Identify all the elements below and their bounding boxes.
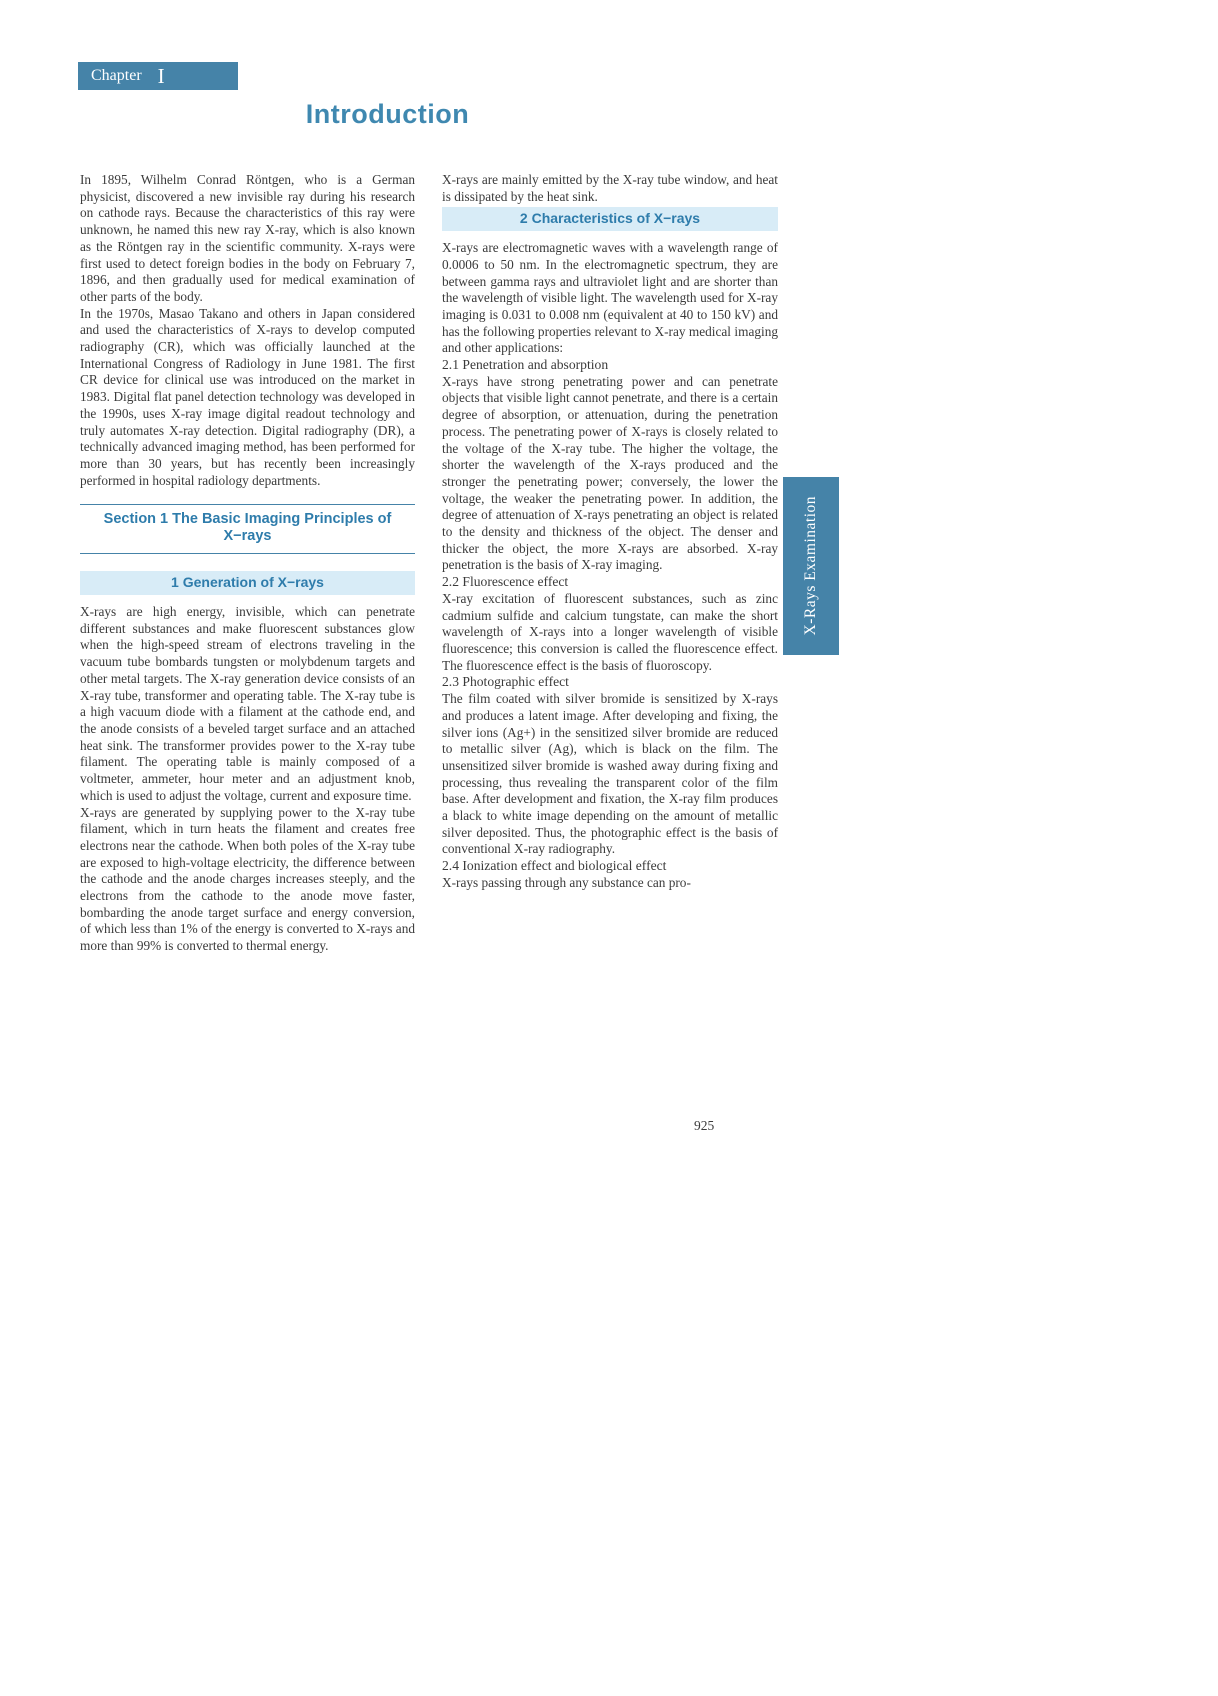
side-tab-xrays-examination <box>783 477 839 655</box>
left-column <box>80 172 415 955</box>
page-title: Introduction <box>305 99 470 129</box>
paragraph-characteristics-intro: X-rays are electromagnetic waves with a wavelength range of 0.0006 to 50 nm. In the electromagnetic spectrum, they are between gamma rays and ultraviolet light and are shorter than the wavelength of visible light. The wavelength used for X-ray imaging is 0.031 to 0.008 nm (equivalent at 40 to 150 kV) and has the following properties relevant to X-ray medical imaging and other applications: <box>442 240 778 356</box>
page-number: 925 <box>694 1118 715 1133</box>
paragraph-2-4: X-rays passing through any substance can pro- <box>442 874 691 890</box>
paragraph-intro-2: In the 1970s, Masao Takano and others in Japan considered and used the characteristics of X-rays to develop computed radiography (CR), which was officially launched at the International Congress of Radiology in June 1981. The first CR device for clinical use was introduced on the market in 1983. Digital flat panel detection technology was developed in the 1990s, uses X-ray image digital readout technology and truly automates X-ray detection. Digital radiography (DR), a technically advanced imaging method, has been performed for more than 30 years, but has recently been increasingly performed in hospital radiology departments. <box>80 305 415 488</box>
subheading-2-2: 2.2 Fluorescence effect <box>442 574 569 590</box>
paragraph-2-3: The film coated with silver bromide is sensitized by X-rays and produces a latent image. After developing and fixing, the silver ions (Ag+) in the sensitized silver bromide are reduced to metallic silver (Ag), which is black on the film. The unsensitized silver bromide is washed away during fixing and processing, thus revealing the transparent color of the film base. After development and fixation, the X-ray film produces a black to white image depending on the amount of metallic silver deposited. Thus, the photographic effect is the basis of conventional X-ray radiography. <box>442 691 778 857</box>
right-column <box>442 172 778 892</box>
paragraph-2-1: X-rays have strong penetrating power and can penetrate objects that visible light cannot penetrate, and there is a certain degree of absorption, or attenuation, during the penetration process. The penetrating power of X-rays is closely related to the voltage of the X-ray tube. The higher the voltage, the shorter the wavelength of the X-rays produced and the stronger the penetrating power; conversely, the lower the voltage, the weaker the penetrating power. In addition, the degree of attenuation of X-rays penetrating an object is related to the density and thickness of the object. The denser and thicker the object, the more X-rays are absorbed. X-ray penetration is the basis of X-ray imaging. <box>442 373 778 573</box>
paragraph-tube-window: X-rays are mainly emitted by the X-ray tube window, and heat is dissipated by the heat sink. <box>442 172 778 204</box>
banner-characteristics-of-xrays: 2 Characteristics of X−rays <box>442 207 778 231</box>
chapter-badge <box>78 62 238 90</box>
subheading-2-4: 2.4 Ionization effect and biological effect <box>442 858 667 874</box>
section-1-heading: Section 1 The Basic Imaging Principles of X−rays <box>80 504 415 554</box>
paragraph-2-2: X-ray excitation of fluorescent substances, such as zinc cadmium sulfide and calcium tungstate, can make the short wavelength of X-rays into a longer wavelength of visible fluorescence; this conversion is called the fluorescence effect. The fluorescence effect is the basis of fluoroscopy. <box>442 590 778 673</box>
chapter-number: I <box>157 63 165 88</box>
subheading-2-3: 2.3 Photographic effect <box>442 674 569 690</box>
subheading-2-1: 2.1 Penetration and absorption <box>442 357 609 373</box>
chapter-label: Chapter <box>91 67 142 84</box>
paragraph-generation-1: X-rays are high energy, invisible, which can penetrate different substances and make fluorescent substances glow when the high-speed stream of electrons traveling in the vacuum tube bombards tungsten or molybdenum targets and other metal targets. The X-ray generation device consists of an X-ray tube, transformer and operating table. The X-ray tube is a high vacuum diode with a filament at the cathode end, and the anode consists of a beveled target surface and an attached heat sink. The transformer provides power to the X-ray tube filament. The operating table is mainly composed of a voltmeter, ammeter, hour meter and an adjustment knob, which is used to adjust the voltage, current and exposure time. <box>80 604 415 803</box>
paragraph-generation-2: X-rays are generated by supplying power to the X-ray tube filament, which in turn heats the filament and creates free electrons near the cathode. When both poles of the X-ray tube are exposed to high-voltage electricity, the difference between the cathode and the anode charges increases steeply, and the electrons from the cathode to the anode move faster, bombarding the anode target surface and energy conversion, of which less than 1% of the energy is converted to X-rays and more than 99% is converted to thermal energy. <box>80 804 415 954</box>
paragraph-intro-1: In 1895, Wilhelm Conrad Röntgen, who is a German physicist, discovered a new invisible ray during his research on cathode rays. Because the characteristics of this ray were unknown, he named this new ray X-ray, which is also known as the Röntgen ray in the scientific community. X-rays were first used to detect foreign bodies in the body on February 7, 1896, and then gradually used for medical examination of other parts of the body. <box>80 172 415 304</box>
banner-generation-of-xrays: 1 Generation of X−rays <box>80 571 415 595</box>
side-tab-label: X-Rays Examination <box>802 496 819 636</box>
